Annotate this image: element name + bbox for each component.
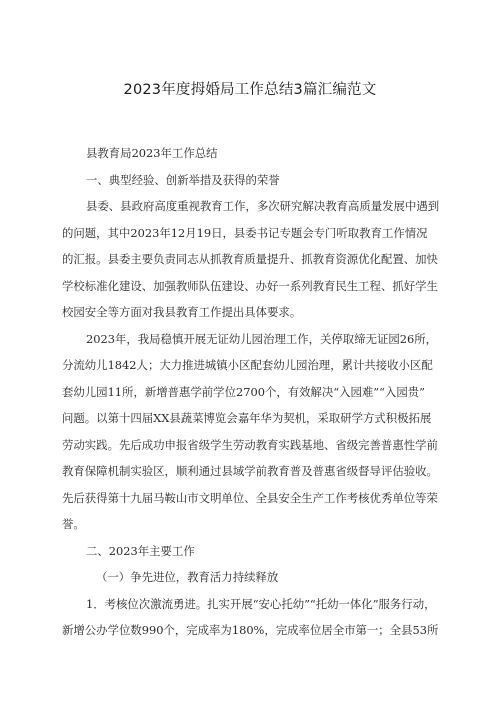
paragraph-line: 问题。以第十四届XX县蔬菜博览会嘉年华为契机，采取研学方式积极拓展 bbox=[62, 411, 432, 425]
paragraph-line: 先后获得第十九届马鞍山市文明单位、全县安全生产工作考核优秀单位等荣 bbox=[62, 490, 438, 505]
paragraph-line: 县委、县政府高度重视教育工作，多次研究解决教育高质量发展中遇到 bbox=[86, 199, 440, 213]
paragraph-line: 劳动实践。先后成功申报省级学生劳动教育实践基地、省级完善普惠性学前 bbox=[62, 437, 438, 452]
paragraph-line: 2023年，我局稳慎开展无证幼儿园治理工作，关停取缔无证园26所， bbox=[86, 331, 438, 346]
paragraph-line: 誉。 bbox=[62, 517, 85, 531]
subsection-heading: 一、典型经验、创新举措及获得的荣誉 bbox=[86, 172, 280, 187]
document-title: 2023年度拇婚局工作总结3篇汇编范文 bbox=[123, 82, 377, 98]
section-heading: 县教育局2023年工作总结 bbox=[86, 146, 218, 160]
paragraph-line: 教育保障机制实验区，顺利通过县域学前教育普及普惠省级督导评估验收。 bbox=[62, 464, 438, 478]
subsection-heading: （一）争先进位，教育活力持续释放 bbox=[96, 570, 279, 584]
paragraph-line: 学校标准化建设、加强教师队伍建设、办好一系列教育民生工程、抓好学生 bbox=[62, 278, 438, 293]
paragraph-line: 校园安全等方面对我县教育工作提出具体要求。 bbox=[62, 305, 302, 319]
section-heading: 二、2023年主要工作 bbox=[86, 543, 195, 558]
paragraph-line: 新增公办学位数990个，完成率为180%，完成率位居全市第一；全县53所 bbox=[62, 623, 439, 637]
paragraph-line: 1．考核位次激流勇进。扎实开展“安心托幼”“托幼一体化”服务行动， bbox=[86, 596, 436, 611]
document-body bbox=[62, 140, 440, 644]
paragraph-line: 分流幼儿1842人；大力推进城镇小区配套幼儿园治理，累计共接收小区配 bbox=[62, 358, 433, 372]
paragraph-line: 套幼儿园11所，新增普惠学前学位2700个，有效解决“入园难”“入园贵” bbox=[62, 384, 425, 399]
paragraph-line: 的汇报。县委主要负责同志从抓教育质量提升、抓教育资源优化配置、加快 bbox=[62, 252, 438, 266]
paragraph-line: 的问题，其中2023年12月19日，县委书记专题会专门听取教育工作情况 bbox=[62, 225, 428, 240]
